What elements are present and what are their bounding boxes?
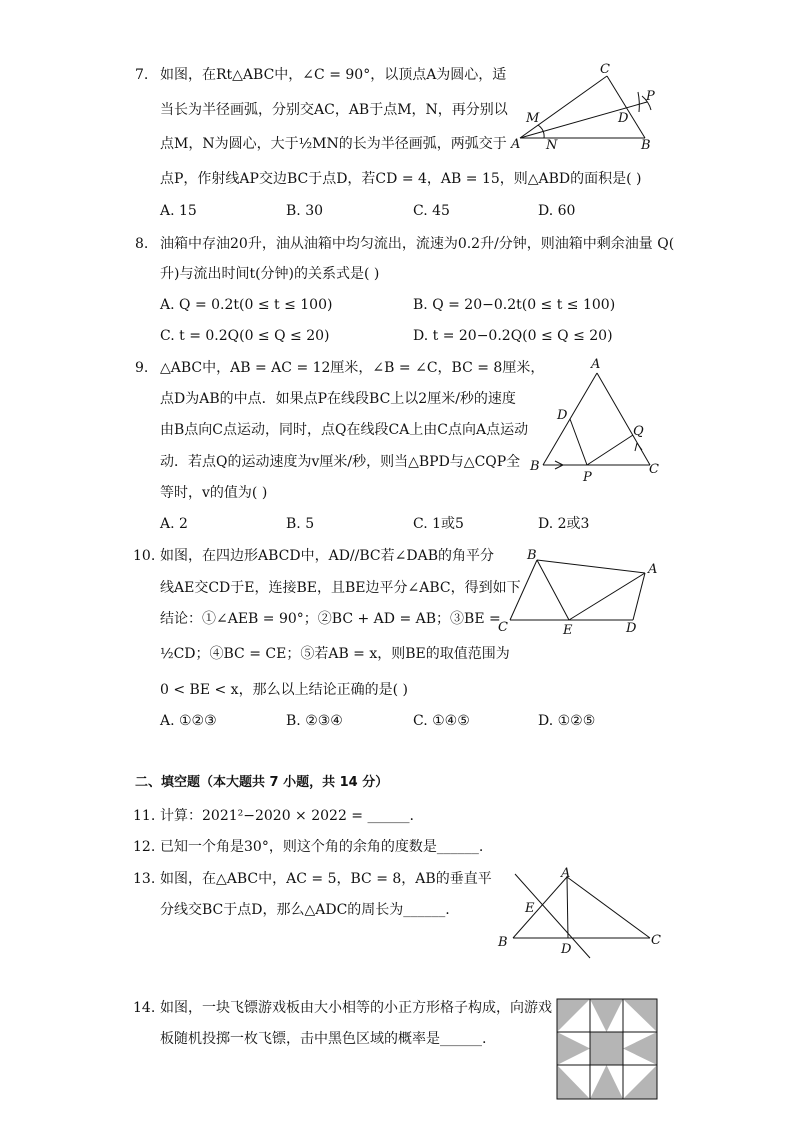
q7-label-c: C [600, 62, 610, 77]
section-2-title: 二、填空题（本大题共 7 小题，共 14 分） [135, 775, 389, 790]
q7-option-d[interactable]: D. 60 [538, 203, 576, 219]
q7-line-2: 当长为半径画弧，分别交AC，AB于点M，N，再分别以 [160, 102, 508, 118]
q7-number: 7. [135, 67, 149, 83]
q9-option-d[interactable]: D. 2或3 [538, 516, 590, 532]
q10-line-5: 0 < BE < x，那么以上结论正确的是( ) [160, 682, 408, 698]
q14-line-2: 板随机投掷一枚飞镖，击中黑色区域的概率是______. [160, 1031, 487, 1047]
q7-line-1: 如图，在Rt△ABC中，∠C = 90°，以顶点A为圆心，适 [160, 67, 507, 83]
q7-label-p: P [646, 89, 655, 104]
q11-number: 11. [133, 808, 156, 824]
q8-line-1: 油箱中存油20升，油从油箱中均匀流出，流速为0.2升/分钟，则油箱中剩余油量 Q( [160, 236, 675, 252]
q9-label-q: Q [633, 424, 644, 439]
q10-line-1: 如图，在四边形ABCD中，AD//BC若∠DAB的角平分 [160, 548, 494, 564]
q10-option-a[interactable]: A. ①②③ [160, 713, 217, 729]
q10-line-3: 结论：①∠AEB = 90°；②BC + AD = AB；③BE = [160, 611, 501, 627]
q9-label-a: A [591, 357, 601, 372]
q13-label-a: A [561, 866, 571, 881]
q13-label-d: D [561, 942, 572, 957]
q10-option-b[interactable]: B. ②③④ [286, 713, 343, 729]
q9-line-2: 点D为AB的中点．如果点P在线段BC上以2厘米/秒的速度 [160, 391, 516, 407]
q7-line-3: 点M，N为圆心，大于½MN的长为半径画弧，两弧交于 [160, 136, 507, 152]
q9-number: 9. [135, 360, 149, 376]
q8-option-a[interactable]: A. Q = 0.2t(0 ≤ t ≤ 100) [160, 297, 333, 313]
q9-line-4: 动．若点Q的运动速度为v厘米/秒，则当△BPD与△CQP全 [160, 454, 521, 470]
q9-option-b[interactable]: B. 5 [286, 516, 315, 532]
q7-label-b: B [641, 138, 651, 153]
q7-triangle-figure [505, 60, 675, 160]
q12-number: 12. [133, 839, 156, 855]
q9-label-c: C [649, 462, 659, 477]
q7-line-4: 点P，作射线AP交边BC于点D，若CD = 4，AB = 15，则△ABD的面积是( ) [160, 171, 642, 187]
q10-label-c: C [498, 620, 508, 635]
q9-line-3: 由B点向C点运动，同时，点Q在线段CA上由C点向A点运动 [160, 422, 529, 438]
q10-label-b: B [527, 548, 537, 563]
q9-line-5: 等时，v的值为( ) [160, 485, 268, 501]
q7-label-d: D [618, 111, 629, 126]
q10-number: 10. [133, 548, 156, 564]
q9-option-a[interactable]: A. 2 [160, 516, 188, 532]
q9-label-b: B [530, 459, 540, 474]
q9-line-1: △ABC中，AB = AC = 12厘米，∠B = ∠C，BC = 8厘米， [160, 360, 545, 376]
q13-label-e: E [525, 901, 535, 916]
q13-triangle-figure [495, 862, 665, 962]
q13-line-2: 分线交BC于点D，那么△ADC的周长为______. [160, 902, 450, 918]
q8-option-d[interactable]: D. t = 20−0.2Q(0 ≤ Q ≤ 20) [413, 328, 613, 344]
q9-label-d: D [557, 408, 568, 423]
q10-label-e: E [563, 623, 573, 638]
q10-option-c[interactable]: C. ①④⑤ [413, 713, 470, 729]
q14-dartboard-grid [556, 998, 658, 1100]
q13-line-1: 如图，在△ABC中，AC = 5，BC = 8，AB的垂直平 [160, 871, 492, 887]
q7-option-b[interactable]: B. 30 [286, 203, 324, 219]
q9-triangle-figure [525, 355, 665, 490]
q10-label-a: A [648, 562, 658, 577]
q7-label-n: N [546, 138, 558, 153]
q8-line-2: 升)与流出时间t(分钟)的关系式是( ) [160, 266, 380, 282]
q10-quadrilateral-figure [495, 545, 665, 640]
q9-option-c[interactable]: C. 1或5 [413, 516, 464, 532]
q10-line-4: ½CD；④BC = CE；⑤若AB = x，则BE的取值范围为 [160, 646, 510, 662]
q13-label-c: C [651, 933, 661, 948]
q8-option-c[interactable]: C. t = 0.2Q(0 ≤ Q ≤ 20) [160, 328, 330, 344]
q12-text: 已知一个角是30°，则这个角的余角的度数是______. [160, 839, 484, 855]
q14-number: 14. [133, 1000, 156, 1016]
q10-option-d[interactable]: D. ①②⑤ [538, 713, 596, 729]
q7-label-a: A [511, 137, 521, 152]
q7-option-a[interactable]: A. 15 [160, 203, 197, 219]
q11-text: 计算：2021²−2020 × 2022 = ______. [160, 808, 414, 824]
q7-option-c[interactable]: C. 45 [413, 203, 450, 219]
q7-label-m: M [526, 111, 540, 126]
q13-label-b: B [498, 935, 508, 950]
q10-label-d: D [626, 621, 637, 636]
q14-line-1: 如图，一块飞镖游戏板由大小相等的小正方形格子构成，向游戏 [160, 1000, 552, 1016]
q8-option-b[interactable]: B. Q = 20−0.2t(0 ≤ t ≤ 100) [413, 297, 616, 313]
q8-number: 8. [135, 236, 149, 252]
q9-label-p: P [583, 470, 592, 485]
q10-line-2: 线AE交CD于E，连接BE，且BE边平分∠ABC，得到如下 [160, 580, 521, 596]
q13-number: 13. [133, 871, 156, 887]
